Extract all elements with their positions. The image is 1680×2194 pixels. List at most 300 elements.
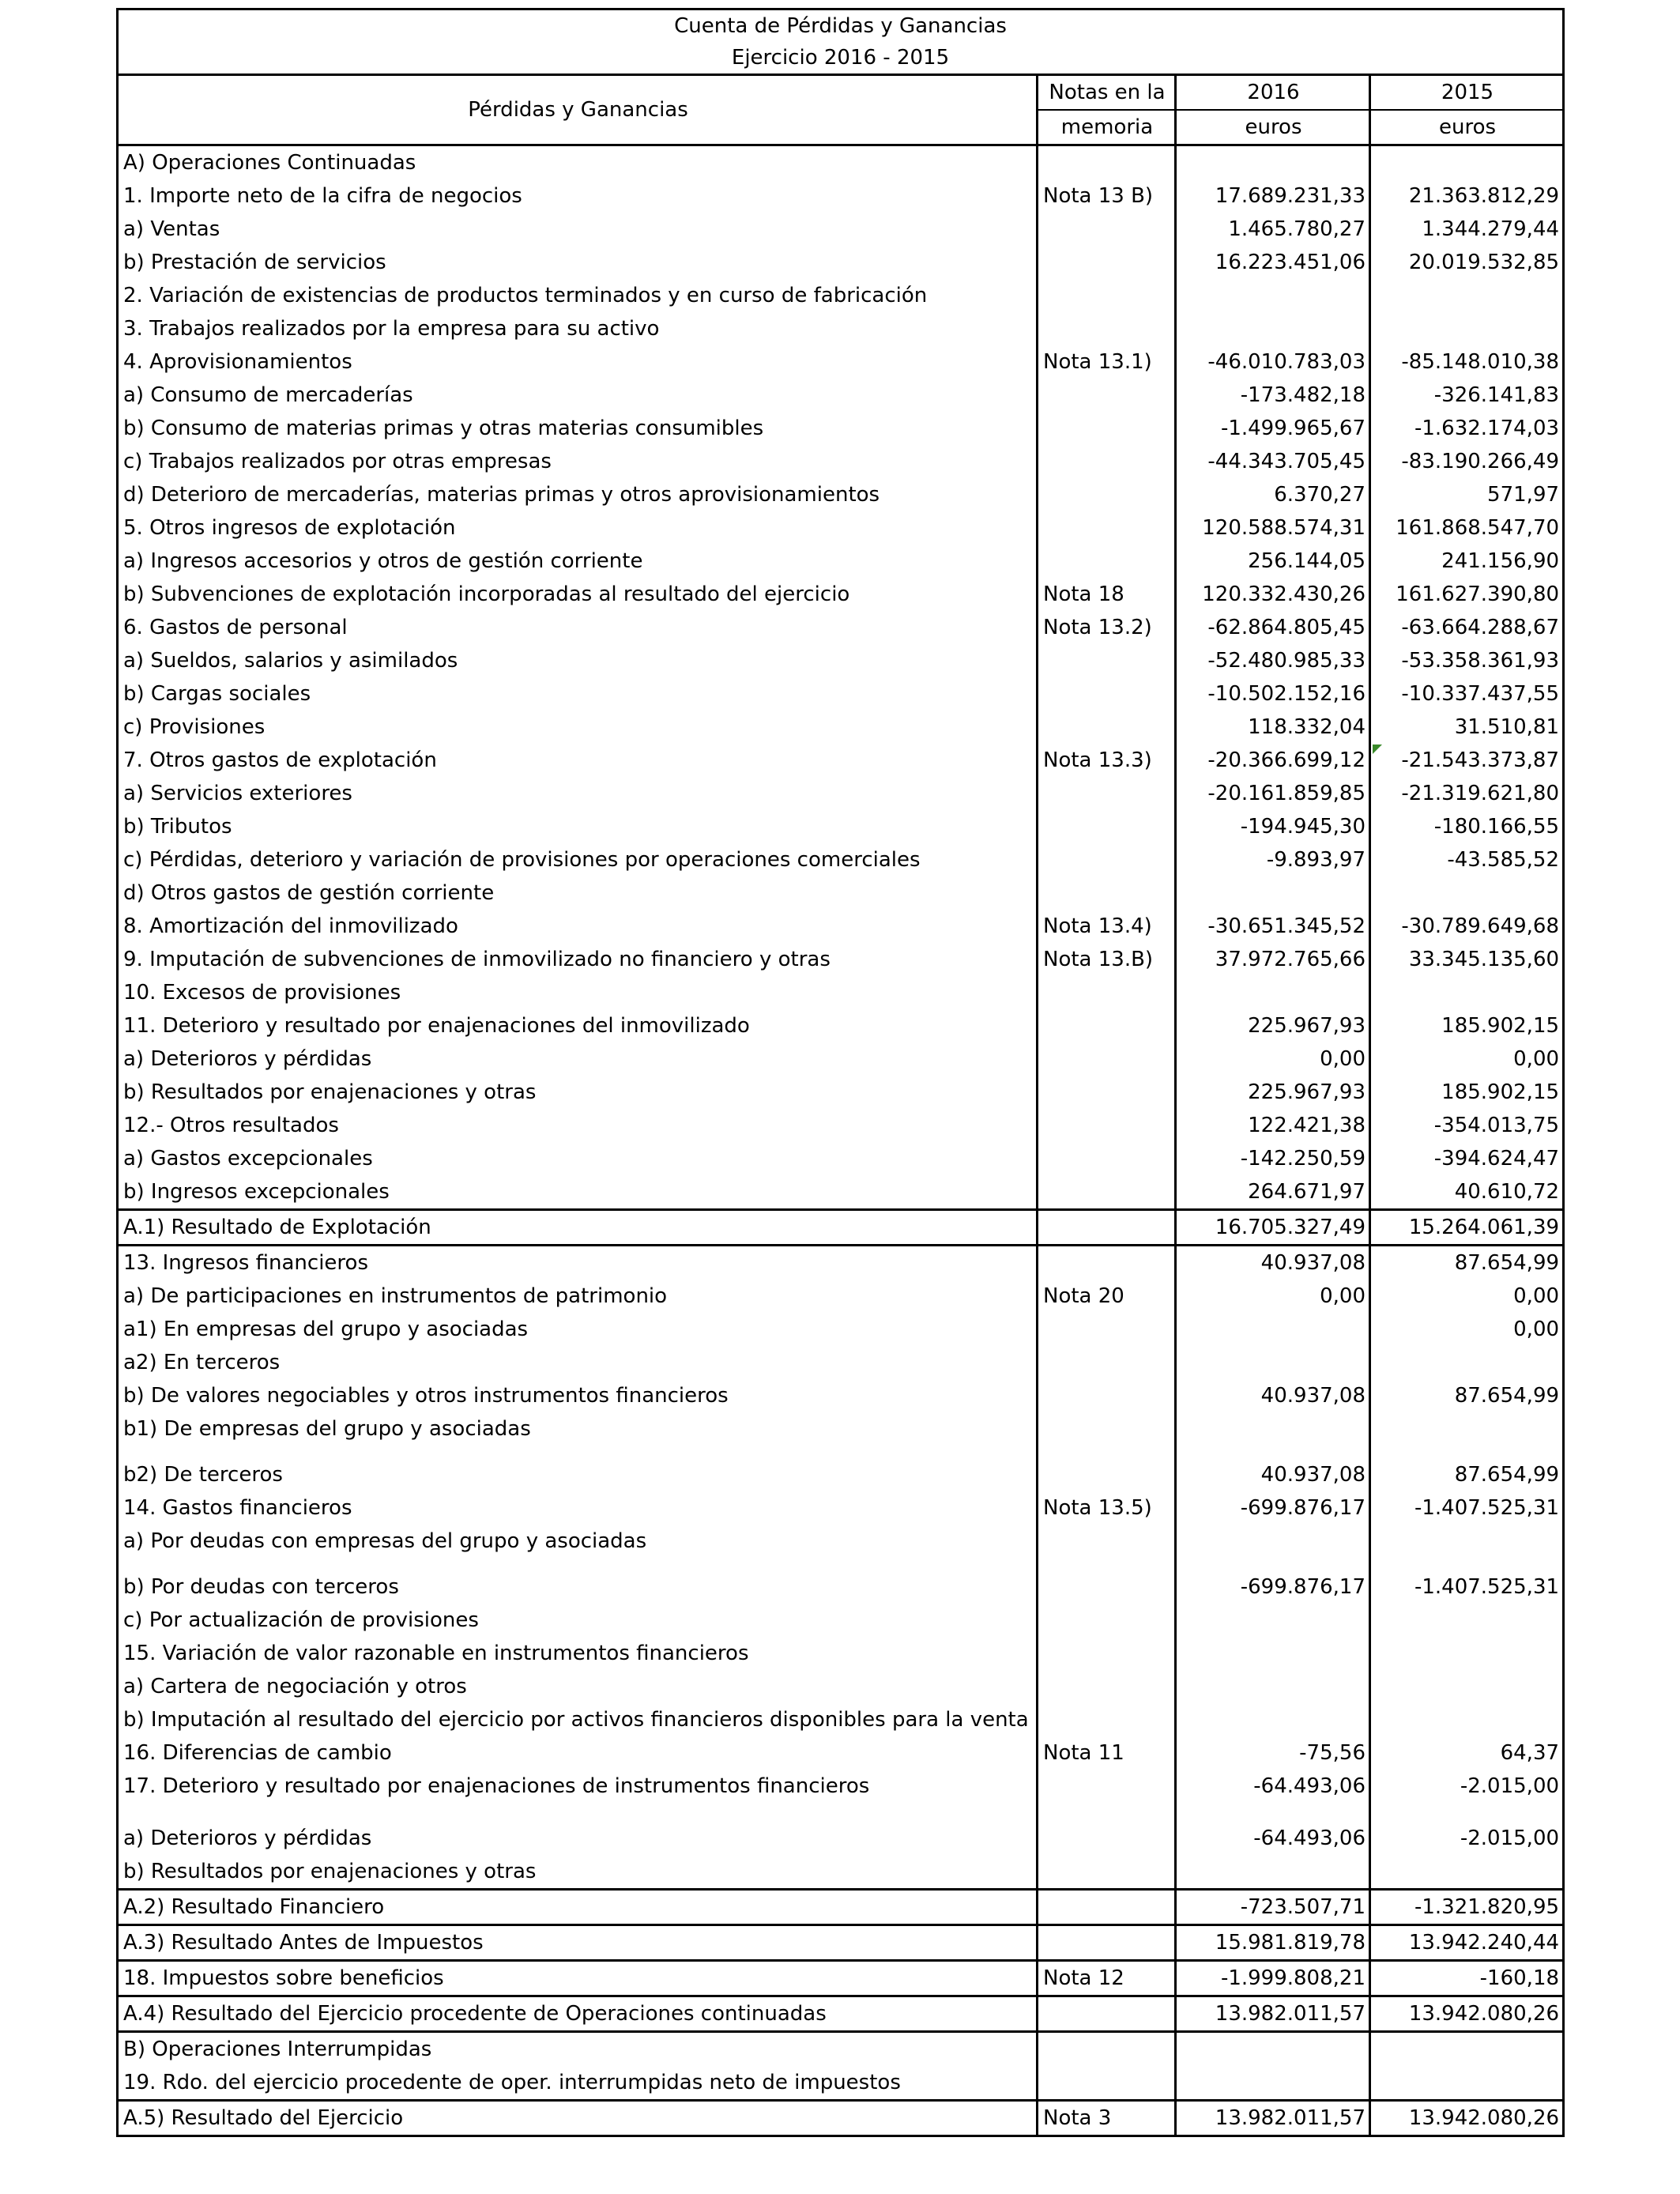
row-nota (1038, 644, 1176, 677)
row-value-2016: -64.493,06 (1176, 1770, 1370, 1803)
table-row (118, 1890, 1564, 1925)
row-nota: Nota 13.4) (1038, 910, 1176, 943)
row-value-2016: -52.480.985,33 (1176, 644, 1370, 677)
row-nota (1038, 1076, 1176, 1109)
row-value-2015: -180.166,55 (1370, 810, 1564, 843)
statement-title: Cuenta de Pérdidas y Ganancias (118, 9, 1564, 43)
row-value-2015: -394.624,47 (1370, 1142, 1564, 1175)
row-nota: Nota 18 (1038, 578, 1176, 611)
row-value-2015: -2.015,00 (1370, 1803, 1564, 1855)
row-label: 2. Variación de existencias de productos terminados y en curso de fabricación (118, 279, 1038, 312)
row-value-2015: 0,00 (1370, 1042, 1564, 1076)
row-label: A) Operaciones Continuadas (118, 145, 1038, 180)
row-label: c) Pérdidas, deterioro y variación de provisiones por operaciones comerciales (118, 843, 1038, 876)
row-value-2015: 64,37 (1370, 1736, 1564, 1770)
row-nota (1038, 677, 1176, 711)
row-value-2016: 225.967,93 (1176, 1076, 1370, 1109)
row-value-2015 (1370, 1637, 1564, 1670)
row-nota (1038, 1109, 1176, 1142)
column-header-memoria: memoria (1038, 110, 1176, 145)
row-value-2015: 185.902,15 (1370, 1076, 1564, 1109)
row-nota (1038, 412, 1176, 445)
row-nota (1038, 279, 1176, 312)
table-row (118, 1996, 1564, 2032)
row-value-2016: 120.332.430,26 (1176, 578, 1370, 611)
row-value-2016: 0,00 (1176, 1042, 1370, 1076)
row-nota (1038, 1703, 1176, 1736)
column-header-unit-2016: euros (1176, 110, 1370, 145)
table-row (118, 511, 1564, 545)
table-row (118, 1412, 1564, 1446)
row-label: b) Subvenciones de explotación incorporadas al resultado del ejercicio (118, 578, 1038, 611)
row-nota (1038, 1142, 1176, 1175)
row-value-2016 (1176, 1855, 1370, 1890)
table-row (118, 1009, 1564, 1042)
row-value-2016: 16.223.451,06 (1176, 246, 1370, 279)
row-value-2015: 20.019.532,85 (1370, 246, 1564, 279)
row-value-2015 (1370, 312, 1564, 345)
row-value-2016: -699.876,17 (1176, 1558, 1370, 1604)
table-row (118, 677, 1564, 711)
table-row (118, 1175, 1564, 1210)
row-value-2015 (1370, 1855, 1564, 1890)
row-nota: Nota 13.3) (1038, 744, 1176, 777)
table-row (118, 810, 1564, 843)
column-header-unit-2015: euros (1370, 110, 1564, 145)
row-value-2015 (1370, 2032, 1564, 2067)
table-row (118, 943, 1564, 976)
table-row (118, 179, 1564, 213)
row-value-2016 (1176, 312, 1370, 345)
row-nota (1038, 1637, 1176, 1670)
row-value-2016: -699.876,17 (1176, 1491, 1370, 1525)
row-label: 4. Aprovisionamientos (118, 345, 1038, 379)
table-row (118, 1379, 1564, 1412)
cell-comment-marker-icon[interactable] (1373, 745, 1382, 754)
row-value-2015: 0,00 (1370, 1313, 1564, 1346)
row-value-2015: -43.585,52 (1370, 843, 1564, 876)
row-value-2016 (1176, 1412, 1370, 1446)
row-value-2016: -723.507,71 (1176, 1890, 1370, 1925)
row-value-2015: -1.321.820,95 (1370, 1890, 1564, 1925)
row-label: 13. Ingresos financieros (118, 1246, 1038, 1280)
row-nota (1038, 1803, 1176, 1855)
row-nota: Nota 3 (1038, 2101, 1176, 2136)
table-row (118, 478, 1564, 511)
row-value-2015 (1370, 145, 1564, 180)
row-value-2016: 13.982.011,57 (1176, 2101, 1370, 2136)
table-row (118, 412, 1564, 445)
row-label: a) Por deudas con empresas del grupo y asociadas (118, 1525, 1038, 1558)
row-value-2016 (1176, 1313, 1370, 1346)
row-nota (1038, 711, 1176, 744)
row-label: 3. Trabajos realizados por la empresa para su activo (118, 312, 1038, 345)
column-header-year-2015: 2015 (1370, 75, 1564, 111)
row-nota (1038, 1525, 1176, 1558)
row-value-2015: 0,00 (1370, 1280, 1564, 1313)
table-row (118, 611, 1564, 644)
column-header-year-2016: 2016 (1176, 75, 1370, 111)
row-nota (1038, 312, 1176, 345)
row-value-2015: -63.664.288,67 (1370, 611, 1564, 644)
row-value-2015 (1370, 1346, 1564, 1379)
row-label: A.4) Resultado del Ejercicio procedente de Operaciones continuadas (118, 1996, 1038, 2032)
table-row (118, 213, 1564, 246)
table-row (118, 910, 1564, 943)
row-label: 1. Importe neto de la cifra de negocios (118, 179, 1038, 213)
row-value-2015: 15.264.061,39 (1370, 1210, 1564, 1246)
row-value-2015 (1370, 876, 1564, 910)
row-label: b2) De terceros (118, 1446, 1038, 1491)
table-row (118, 1604, 1564, 1637)
row-value-2015: 21.363.812,29 (1370, 179, 1564, 213)
row-nota (1038, 810, 1176, 843)
row-value-2015: 241.156,90 (1370, 545, 1564, 578)
table-row (118, 644, 1564, 677)
row-value-2016: -10.502.152,16 (1176, 677, 1370, 711)
table-row (118, 1736, 1564, 1770)
row-value-2016: 0,00 (1176, 1280, 1370, 1313)
row-label: 15. Variación de valor razonable en instrumentos financieros (118, 1637, 1038, 1670)
row-value-2016 (1176, 1525, 1370, 1558)
row-value-2016 (1176, 1346, 1370, 1379)
table-row (118, 246, 1564, 279)
row-value-2016: 40.937,08 (1176, 1446, 1370, 1491)
row-label: c) Por actualización de provisiones (118, 1604, 1038, 1637)
row-label: 6. Gastos de personal (118, 611, 1038, 644)
row-value-2016: -142.250,59 (1176, 1142, 1370, 1175)
row-value-2015: 1.344.279,44 (1370, 213, 1564, 246)
table-row (118, 1280, 1564, 1313)
row-value-2016: 13.982.011,57 (1176, 1996, 1370, 2032)
row-label: 18. Impuestos sobre beneficios (118, 1961, 1038, 1996)
row-label: a) De participaciones en instrumentos de patrimonio (118, 1280, 1038, 1313)
row-label: 11. Deterioro y resultado por enajenaciones del inmovilizado (118, 1009, 1038, 1042)
table-row (118, 1770, 1564, 1803)
row-value-2016: -173.482,18 (1176, 379, 1370, 412)
table-row (118, 1042, 1564, 1076)
table-row (118, 2032, 1564, 2067)
table-row (118, 843, 1564, 876)
row-value-2016: 264.671,97 (1176, 1175, 1370, 1210)
row-value-2015: 161.868.547,70 (1370, 511, 1564, 545)
row-nota (1038, 1379, 1176, 1412)
row-value-2016 (1176, 145, 1370, 180)
row-value-2016: -30.651.345,52 (1176, 910, 1370, 943)
row-value-2016: -46.010.783,03 (1176, 345, 1370, 379)
row-label: d) Deterioro de mercaderías, materias primas y otros aprovisionamientos (118, 478, 1038, 511)
row-value-2015: 87.654,99 (1370, 1379, 1564, 1412)
row-value-2016: -1.999.808,21 (1176, 1961, 1370, 1996)
row-value-2015: 33.345.135,60 (1370, 943, 1564, 976)
row-nota (1038, 379, 1176, 412)
row-value-2015 (1370, 2066, 1564, 2101)
row-value-2016 (1176, 976, 1370, 1009)
row-label: b) Resultados por enajenaciones y otras (118, 1076, 1038, 1109)
row-label: a) Gastos excepcionales (118, 1142, 1038, 1175)
row-nota (1038, 1558, 1176, 1604)
row-value-2015: -1.407.525,31 (1370, 1558, 1564, 1604)
pl-table (116, 8, 1565, 2137)
row-label: 17. Deterioro y resultado por enajenaciones de instrumentos financieros (118, 1770, 1038, 1803)
row-value-2015: 185.902,15 (1370, 1009, 1564, 1042)
row-label: b) Consumo de materias primas y otras materias consumibles (118, 412, 1038, 445)
row-value-2015: -85.148.010,38 (1370, 345, 1564, 379)
row-value-2015: -53.358.361,93 (1370, 644, 1564, 677)
table-row (118, 1446, 1564, 1491)
row-nota (1038, 1042, 1176, 1076)
row-nota (1038, 1446, 1176, 1491)
row-label: a) Sueldos, salarios y asimilados (118, 644, 1038, 677)
table-row (118, 1491, 1564, 1525)
table-row (118, 145, 1564, 180)
row-nota (1038, 1890, 1176, 1925)
table-row (118, 445, 1564, 478)
row-nota (1038, 1770, 1176, 1803)
row-nota (1038, 213, 1176, 246)
table-row (118, 711, 1564, 744)
row-value-2015 (1370, 1604, 1564, 1637)
row-value-2015: 13.942.080,26 (1370, 1996, 1564, 2032)
table-row (118, 1210, 1564, 1246)
table-row (118, 279, 1564, 312)
row-label: b1) De empresas del grupo y asociadas (118, 1412, 1038, 1446)
table-row (118, 1142, 1564, 1175)
column-header-label: Pérdidas y Ganancias (118, 75, 1038, 145)
row-label: a1) En empresas del grupo y asociadas (118, 1313, 1038, 1346)
table-row (118, 578, 1564, 611)
row-label: 9. Imputación de subvenciones de inmovilizado no financiero y otras (118, 943, 1038, 976)
row-nota (1038, 843, 1176, 876)
row-value-2016: -75,56 (1176, 1736, 1370, 1770)
row-value-2016: 17.689.231,33 (1176, 179, 1370, 213)
row-label: b) Tributos (118, 810, 1038, 843)
row-value-2015: -2.015,00 (1370, 1770, 1564, 1803)
row-value-2016: 15.981.819,78 (1176, 1925, 1370, 1961)
table-row (118, 2066, 1564, 2101)
row-value-2016 (1176, 2032, 1370, 2067)
row-label: A.1) Resultado de Explotación (118, 1210, 1038, 1246)
row-value-2015: 161.627.390,80 (1370, 578, 1564, 611)
row-value-2016: 16.705.327,49 (1176, 1210, 1370, 1246)
row-value-2016: -20.161.859,85 (1176, 777, 1370, 810)
row-label: A.3) Resultado Antes de Impuestos (118, 1925, 1038, 1961)
row-value-2015: 571,97 (1370, 478, 1564, 511)
row-nota (1038, 876, 1176, 910)
table-row (118, 777, 1564, 810)
table-row (118, 876, 1564, 910)
row-nota (1038, 246, 1176, 279)
table-row (118, 2101, 1564, 2136)
row-nota (1038, 1604, 1176, 1637)
row-nota: Nota 13.B) (1038, 943, 1176, 976)
pl-statement-sheet (116, 8, 1562, 2137)
row-value-2016: -20.366.699,12 (1176, 744, 1370, 777)
row-value-2016 (1176, 2066, 1370, 2101)
row-nota (1038, 1925, 1176, 1961)
row-nota (1038, 1855, 1176, 1890)
row-label: a) Consumo de mercaderías (118, 379, 1038, 412)
row-value-2016 (1176, 1604, 1370, 1637)
table-row (118, 744, 1564, 777)
row-value-2016 (1176, 876, 1370, 910)
row-value-2016 (1176, 1670, 1370, 1703)
row-value-2015: 40.610,72 (1370, 1175, 1564, 1210)
row-value-2015: -21.543.373,87 (1370, 744, 1564, 777)
row-value-2015: -30.789.649,68 (1370, 910, 1564, 943)
row-value-2015 (1370, 976, 1564, 1009)
row-label: a) Deterioros y pérdidas (118, 1042, 1038, 1076)
row-label: 5. Otros ingresos de explotación (118, 511, 1038, 545)
row-value-2015: -1.632.174,03 (1370, 412, 1564, 445)
row-value-2015: -21.319.621,80 (1370, 777, 1564, 810)
row-value-2015: 87.654,99 (1370, 1246, 1564, 1280)
table-row (118, 1803, 1564, 1855)
row-value-2015: -354.013,75 (1370, 1109, 1564, 1142)
row-value-2015 (1370, 279, 1564, 312)
row-nota (1038, 2032, 1176, 2067)
table-row (118, 312, 1564, 345)
table-row (118, 1961, 1564, 1996)
row-value-2015: -83.190.266,49 (1370, 445, 1564, 478)
table-row (118, 976, 1564, 1009)
row-nota (1038, 545, 1176, 578)
row-nota: Nota 11 (1038, 1736, 1176, 1770)
table-row (118, 1670, 1564, 1703)
row-nota (1038, 1412, 1176, 1446)
row-label: d) Otros gastos de gestión corriente (118, 876, 1038, 910)
row-label: c) Trabajos realizados por otras empresas (118, 445, 1038, 478)
row-label: a) Ventas (118, 213, 1038, 246)
row-value-2015 (1370, 1412, 1564, 1446)
table-row (118, 1558, 1564, 1604)
row-value-2015: -10.337.437,55 (1370, 677, 1564, 711)
row-nota (1038, 1009, 1176, 1042)
row-nota (1038, 2066, 1176, 2101)
row-label: 7. Otros gastos de explotación (118, 744, 1038, 777)
column-header-notas: Notas en la (1038, 75, 1176, 111)
row-nota (1038, 445, 1176, 478)
row-label: b) Prestación de servicios (118, 246, 1038, 279)
row-value-2016: 120.588.574,31 (1176, 511, 1370, 545)
row-value-2015: 31.510,81 (1370, 711, 1564, 744)
row-label: 8. Amortización del inmovilizado (118, 910, 1038, 943)
table-row (118, 1076, 1564, 1109)
row-value-2016 (1176, 1637, 1370, 1670)
row-label: 19. Rdo. del ejercicio procedente de oper. interrumpidas neto de impuestos (118, 2066, 1038, 2101)
row-value-2016: 122.421,38 (1176, 1109, 1370, 1142)
row-value-2016: 40.937,08 (1176, 1379, 1370, 1412)
row-value-2016: 225.967,93 (1176, 1009, 1370, 1042)
row-label: a) Cartera de negociación y otros (118, 1670, 1038, 1703)
table-row (118, 345, 1564, 379)
row-value-2016: -64.493,06 (1176, 1803, 1370, 1855)
row-value-2016: -62.864.805,45 (1176, 611, 1370, 644)
row-label: b) Cargas sociales (118, 677, 1038, 711)
row-value-2016: 40.937,08 (1176, 1246, 1370, 1280)
row-nota (1038, 1996, 1176, 2032)
row-nota: Nota 20 (1038, 1280, 1176, 1313)
row-value-2016: 37.972.765,66 (1176, 943, 1370, 976)
table-row (118, 1703, 1564, 1736)
row-nota (1038, 976, 1176, 1009)
row-label: 12.- Otros resultados (118, 1109, 1038, 1142)
row-label: b) Resultados por enajenaciones y otras (118, 1855, 1038, 1890)
row-value-2015: -160,18 (1370, 1961, 1564, 1996)
row-value-2016: -194.945,30 (1176, 810, 1370, 843)
row-nota: Nota 13.1) (1038, 345, 1176, 379)
table-row (118, 1925, 1564, 1961)
table-row (118, 545, 1564, 578)
row-label: b) Ingresos excepcionales (118, 1175, 1038, 1210)
row-value-2016: -1.499.965,67 (1176, 412, 1370, 445)
pl-rows (118, 145, 1564, 2136)
row-value-2016 (1176, 279, 1370, 312)
table-row (118, 1637, 1564, 1670)
table-row (118, 1855, 1564, 1890)
table-row (118, 1525, 1564, 1558)
row-value-2016: -9.893,97 (1176, 843, 1370, 876)
row-value-2015: -326.141,83 (1370, 379, 1564, 412)
row-value-2015: 13.942.080,26 (1370, 2101, 1564, 2136)
row-value-2016: 256.144,05 (1176, 545, 1370, 578)
row-nota (1038, 777, 1176, 810)
row-label: B) Operaciones Interrumpidas (118, 2032, 1038, 2067)
row-nota (1038, 1175, 1176, 1210)
row-label: b) Por deudas con terceros (118, 1558, 1038, 1604)
row-value-2015: -1.407.525,31 (1370, 1491, 1564, 1525)
row-label: a) Servicios exteriores (118, 777, 1038, 810)
row-nota (1038, 1246, 1176, 1280)
row-label: b) De valores negociables y otros instrumentos financieros (118, 1379, 1038, 1412)
table-row (118, 1313, 1564, 1346)
row-value-2016: 118.332,04 (1176, 711, 1370, 744)
row-label: 10. Excesos de provisiones (118, 976, 1038, 1009)
row-label: a2) En terceros (118, 1346, 1038, 1379)
statement-period: Ejercicio 2016 - 2015 (118, 42, 1564, 75)
row-label: b) Imputación al resultado del ejercicio por activos financieros disponibles para la venta (118, 1703, 1038, 1736)
row-nota (1038, 478, 1176, 511)
row-nota: Nota 13.2) (1038, 611, 1176, 644)
row-nota (1038, 1210, 1176, 1246)
row-nota: Nota 13 B) (1038, 179, 1176, 213)
row-value-2015 (1370, 1670, 1564, 1703)
row-value-2016 (1176, 1703, 1370, 1736)
row-nota: Nota 12 (1038, 1961, 1176, 1996)
row-value-2016: -44.343.705,45 (1176, 445, 1370, 478)
row-label: 16. Diferencias de cambio (118, 1736, 1038, 1770)
row-nota (1038, 1346, 1176, 1379)
table-row (118, 1346, 1564, 1379)
row-label: A.2) Resultado Financiero (118, 1890, 1038, 1925)
row-value-2015: 87.654,99 (1370, 1446, 1564, 1491)
row-label: 14. Gastos financieros (118, 1491, 1038, 1525)
row-label: c) Provisiones (118, 711, 1038, 744)
table-row (118, 379, 1564, 412)
row-nota (1038, 1313, 1176, 1346)
row-label: a) Ingresos accesorios y otros de gestión corriente (118, 545, 1038, 578)
table-row (118, 1246, 1564, 1280)
row-value-2015: 13.942.240,44 (1370, 1925, 1564, 1961)
row-value-2015 (1370, 1525, 1564, 1558)
row-value-2016: 6.370,27 (1176, 478, 1370, 511)
row-value-2016: 1.465.780,27 (1176, 213, 1370, 246)
row-nota (1038, 1670, 1176, 1703)
row-nota (1038, 511, 1176, 545)
row-label: a) Deterioros y pérdidas (118, 1803, 1038, 1855)
table-row (118, 1109, 1564, 1142)
row-label: A.5) Resultado del Ejercicio (118, 2101, 1038, 2136)
